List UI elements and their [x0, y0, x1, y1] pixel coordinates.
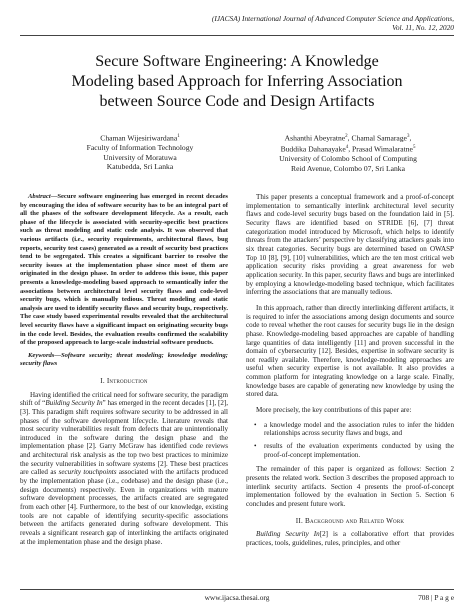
journal-line-2: Vol. 11, No. 12, 2020 [392, 23, 454, 32]
section-heading-background: II. Background and Related Work [295, 516, 405, 525]
footer-url: www.ijacsa.thesai.org [204, 593, 270, 602]
paper-title [20, 52, 454, 112]
author-right [242, 132, 454, 173]
keywords-text: —Software security; threat modeling; knowledge modeling; security flaws [20, 351, 228, 368]
author-right-location: Reid Avenue, Colombo 07, Sri Lanka [291, 163, 405, 173]
right-paragraph-4: The remainder of this paper is organized as follows: Section 2 presents the related work. Section 3 describes the proposed approach to interlink security artifacts. Section 4 presents the proof-of-concept implementation followed by the evaluation in Section 5. Section 6 concludes and present future work. [246, 465, 454, 508]
footer-page-number: 708 | P a g e [418, 593, 454, 602]
intro-paragraph-1: Having identified the critical need for software security, the paradigm shift of “Building Security In” has emerged in the recent decades [1], [2], [3]. This paradigm shift requires software security to be addressed in all phases of the software development lifecycle. Literature reveals that most security vulnerabilities result from defects that are unintentionally introduced in the software during the design phase and the implementation phase [2]. Garry McGraw has identified code reviews and architectural risk analysis as the top two best practices to minimize the security vulnerabilities in software systems [2]. These best practices are called as security touchpoints associated with the artifacts produced by the implementation phase (i.e., codebase) and the design phase (i.e., design documents) respectively. Even in organizations with mature software development processes, the artifacts created are segregated from each other [4]. Furthermore, to the best of our knowledge, existing tools are not capable of identifying security-specific associations between the artifacts generated during software development. This reveals a significant research gap of interlinking the artifacts originated at the implementation phase and the design phase. [20, 390, 228, 546]
footer-rule [20, 589, 454, 590]
author-right-affiliation: University of Colombo School of Computing [279, 154, 417, 164]
author-right-line-1: Ashanthi Abeyratne$^2$, Chamal Samarage$^3$, [284, 133, 412, 143]
author-left [40, 132, 240, 172]
section-heading-introduction: I. Introduction [100, 376, 148, 385]
keywords [20, 352, 228, 369]
journal-header [74, 14, 454, 32]
right-paragraph-3: More precisely, the key contributions of this paper are: [256, 406, 412, 415]
bullet-icon: • [254, 442, 257, 451]
title-line-2: Modeling based Approach for Inferring Association [71, 73, 403, 90]
author-left-affiliation-2: University of Moratuwa [103, 152, 177, 162]
list-item: • a knowledge model and the association rules to infer the hidden relationships across security flaws and bugs, and [254, 420, 454, 438]
abstract [20, 193, 228, 348]
contributions-list [246, 421, 454, 460]
bullet-icon: • [254, 420, 257, 429]
right-paragraph-2: In this approach, rather than directly interlinking different artifacts, it is required to infer the associations among design documents and source code to reveal whether the root causes for security bugs lie in the design phase. Knowledge-modeling based approaches are capable of handling large quantities of data intelligently [11] and proven successful in the domain of cybersecurity [12]. Besides, expertise in software security is not readily available. Therefore, knowledge-modeling approaches are useful when security expertise is not available. It also provides a common platform for integrating knowledge on a large scale. Finally, knowledge bases are capable of generating new knowledge by using the stored data. [246, 303, 454, 399]
abstract-text: —Secure software engineering has emerged in recent decades by encouraging the idea of software security has to be an integral part of all the phases of the software development lifecycle. As a result, each phase of the lifecycle is associated with security-specific best practices such as threat modeling and static code analysis. It was observed that various artifacts (i.e., security requirements, architectural flaws, bug reports, security test cases) generated as a result of security best practices tend to be segregated. This creates a significant barrier to resolve the security issues at the implementation phase since most of them are originated in the design phase. In order to address this issue, this paper presents a knowledge-modeling based approach to semantically infer the associations between architectural level security flaws and code-level security bugs, which is manually tedious. Threat modeling and static analysis are used to identify security flaws and security bugs, respectively. The case study based experimental results revealed that the architectural level security flaws have a significant impact on originating security bugs in the code level. Besides, the evaluation results confirmed the scalability of the proposed approach to large-scale industrial software products. [20, 193, 228, 347]
header-rule [20, 35, 454, 36]
author-block [20, 132, 454, 182]
title-line-3: between Source Code and Design Artifacts [99, 93, 375, 110]
author-left-location: Katubedda, Sri Lanka [106, 162, 174, 172]
title-line-1: Secure Software Engineering: A Knowledge [95, 53, 379, 70]
journal-line-1: (IJACSA) International Journal of Advanced Computer Science and Applications, [211, 14, 454, 23]
list-item: • results of the evaluation experiments conducted by using the proof-of-concept implementation. [254, 442, 454, 459]
right-paragraph-1: This paper presents a conceptual framework and a proof-of-concept implementation to semantically interlink architectural level security flaws and code-level security bugs based on the foundation laid in [5]. Security flaws are identified based on STRIDE [6], [7] threat categorization model introduced by Microsoft, which helps to identify threats from the attackers’ perspective by classifying attackers goals into six threat categories. Security bugs are determined based on OWASP Top 10 [8], [9], [10] vulnerabilities, which are the ten most critical web application security risks providing a great awareness for web application security. In this paper, security flaws and bugs are interlinked by employing a knowledge-modeling based technique, which facilitates inferring the associations that are manually tedious. [246, 193, 454, 297]
left-column [20, 193, 228, 546]
abstract-lead: Abstract [28, 193, 51, 200]
background-paragraph-1: Building Security In[2] is a collaborative effort that provides practices, tools, guidelines, rules, principles, and other [246, 530, 454, 547]
author-right-line-2: Buddika Dahanayake$^4$, Prasad Wimalaratne$^5$ [280, 144, 416, 154]
right-column [246, 193, 454, 548]
keywords-lead: Keywords [28, 351, 55, 359]
author-left-affiliation-1: Faculty of Information Technology [86, 143, 194, 153]
author-left-name: Chaman Wijesiriwardana$^1$ [100, 133, 180, 143]
